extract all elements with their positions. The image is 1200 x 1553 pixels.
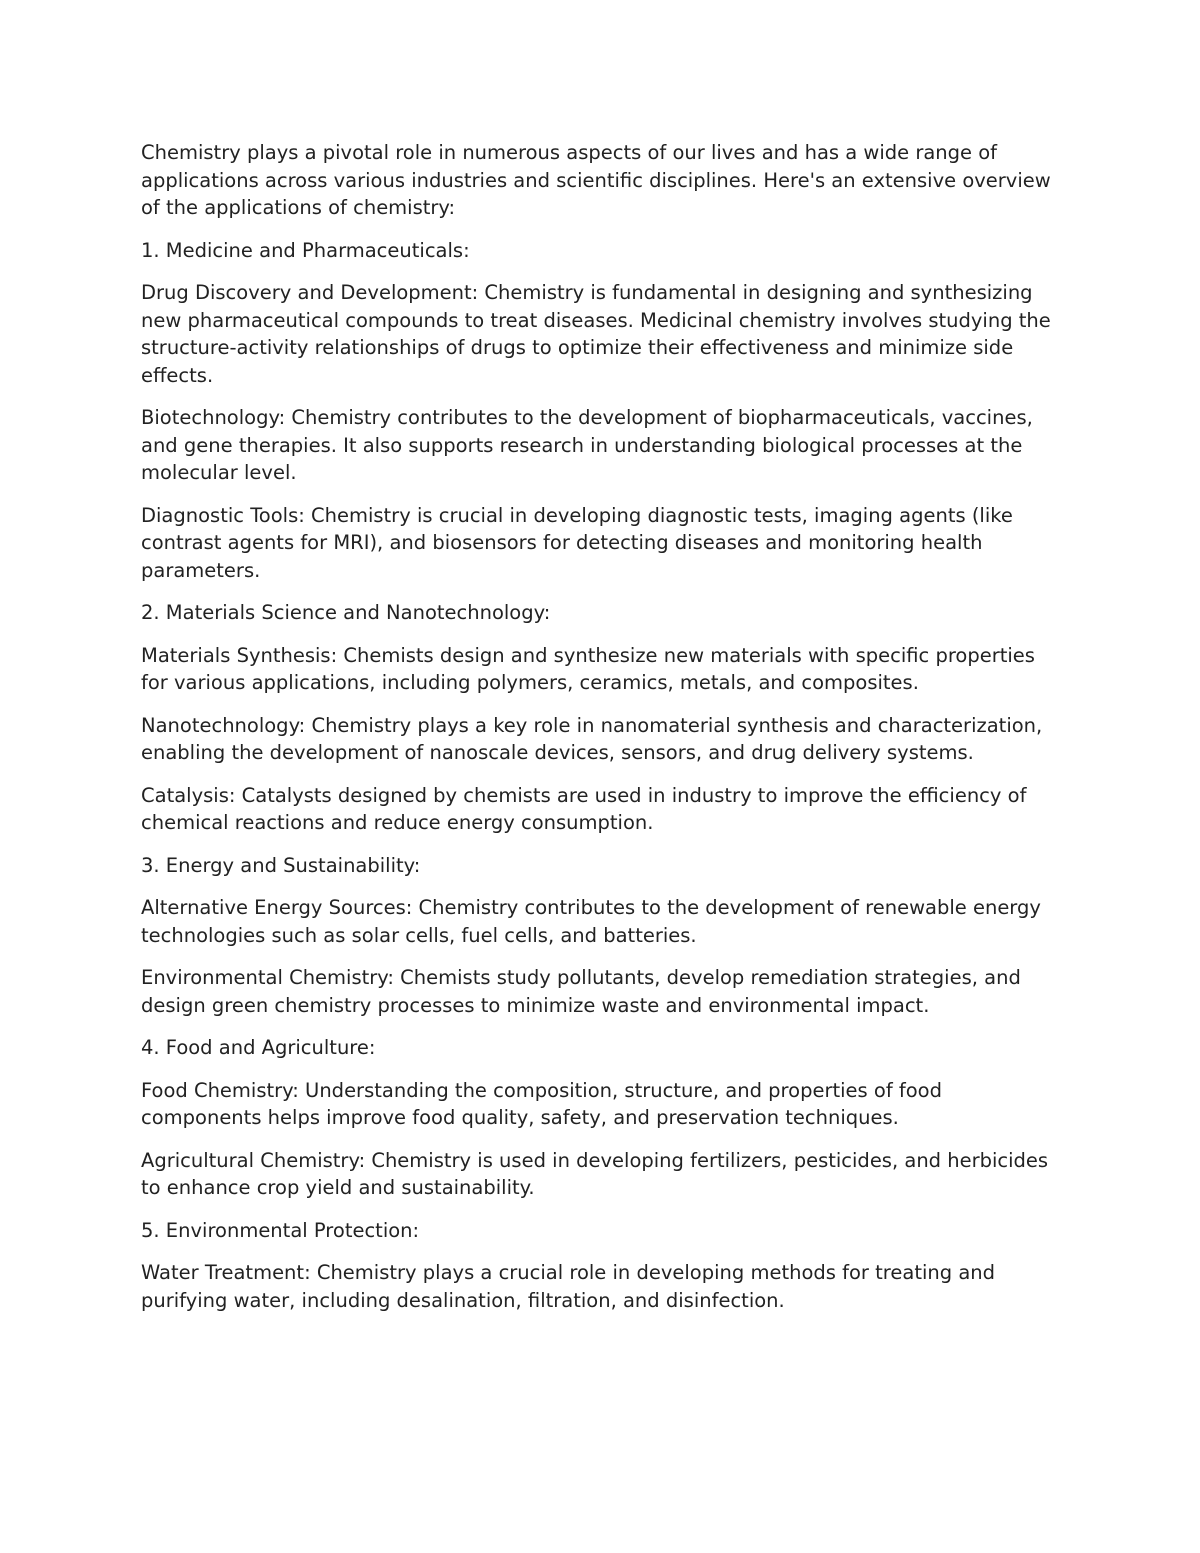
section-heading-food: 4. Food and Agriculture: — [141, 1036, 376, 1059]
paragraph-nanotechnology: Nanotechnology: Chemistry plays a key role in nanomaterial synthesis and characterization, enabling the development of nanoscale devices, sensors, and drug delivery systems. — [141, 713, 1043, 764]
paragraph-environmental-chemistry: Environmental Chemistry: Chemists study pollutants, develop remediation strategies, and design green chemistry processes to minimize waste and environmental impact. — [141, 966, 1021, 1017]
section-heading-medicine: 1. Medicine and Pharmaceuticals: — [141, 238, 470, 262]
document-body — [141, 139, 1066, 1329]
paragraph-food-chemistry: Food Chemistry: Understanding the composition, structure, and properties of food components helps improve food quality, safety, and preservation techniques. — [141, 1078, 942, 1129]
paragraph-biotechnology: Biotechnology: Chemistry contributes to the development of biopharmaceuticals, vaccines, and gene therapies. It also supports research in understanding biological processes at the molecular level. — [141, 406, 1033, 484]
paragraph-agricultural-chemistry: Agricultural Chemistry: Chemistry is used in developing fertilizers, pesticides, and herbicides to enhance crop yield and sustainability. — [141, 1148, 1049, 1199]
paragraph-water-treatment: Water Treatment: Chemistry plays a crucial role in developing methods for treating and purifying water, including desalination, filtration, and disinfection. — [141, 1261, 996, 1312]
paragraph-alternative-energy: Alternative Energy Sources: Chemistry contributes to the development of renewable energy technologies such as solar cells, fuel cells, and batteries. — [141, 896, 1041, 947]
paragraph-drug-discovery: Drug Discovery and Development: Chemistry is fundamental in designing and synthesizing new pharmaceutical compounds to treat diseases. Medicinal chemistry involves studying the structure-activity relationships of drugs to optimize their effectiveness and minimize side effects. — [141, 281, 1051, 387]
section-heading-environmental-protection: 5. Environmental Protection: — [141, 1218, 420, 1242]
paragraph-materials-synthesis: Materials Synthesis: Chemists design and synthesize new materials with specific properties for various applications, including polymers, ceramics, metals, and composites. — [141, 643, 1035, 694]
section-heading-energy: 3. Energy and Sustainability: — [141, 853, 421, 877]
paragraph-catalysis: Catalysis: Catalysts designed by chemists are used in industry to improve the efficiency of chemical reactions and reduce energy consumption. — [141, 783, 1027, 834]
section-heading-materials: 2. Materials Science and Nanotechnology: — [141, 601, 551, 624]
intro-paragraph: Chemistry plays a pivotal role in numerous aspects of our lives and has a wide range of applications across various industries and scientific disciplines. Here's an extensive overview of the applications of chemistry: — [141, 141, 1051, 219]
paragraph-diagnostic-tools: Diagnostic Tools: Chemistry is crucial in developing diagnostic tests, imaging agents (like contrast agents for MRI), and biosensors for detecting diseases and monitoring health parameters. — [141, 503, 1013, 582]
